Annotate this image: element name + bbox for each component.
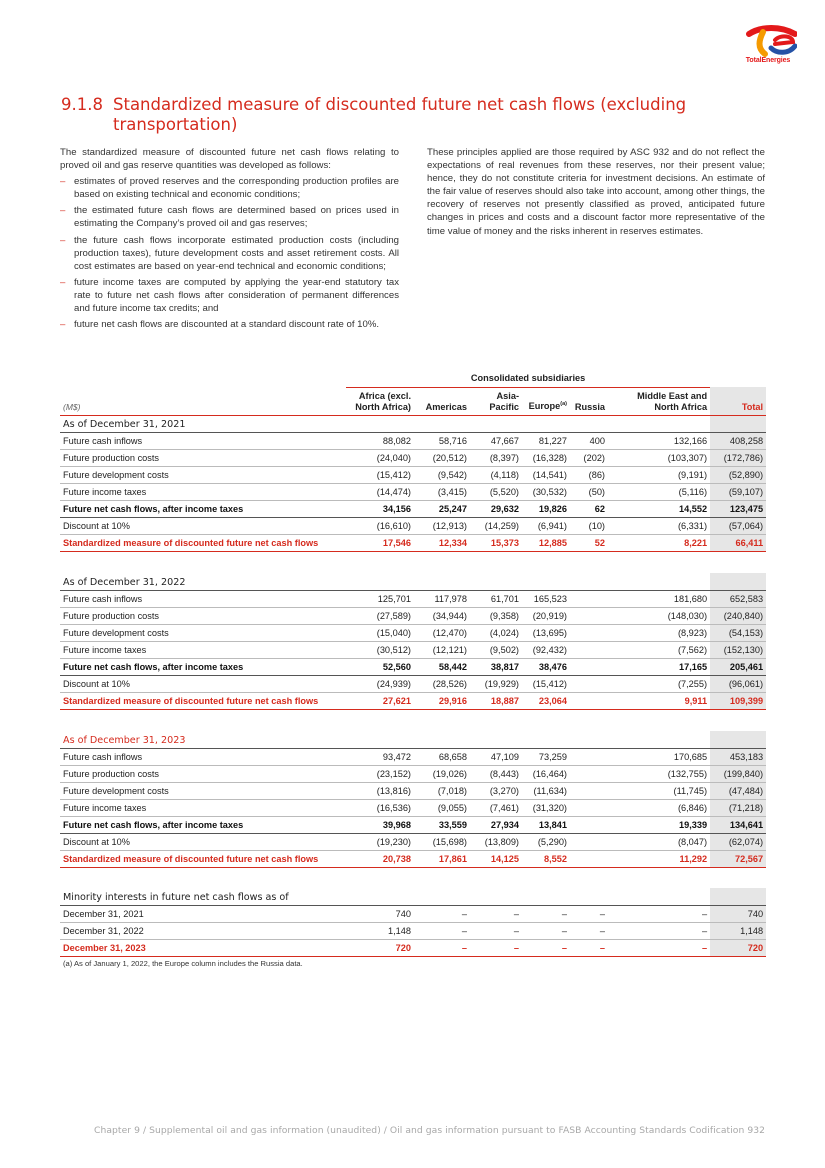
value-cell: 29,632 <box>470 500 522 517</box>
value-cell: (24,939) <box>346 675 414 692</box>
value-cell: 117,978 <box>414 590 470 607</box>
standardized-measure-row <box>60 692 766 709</box>
row-label: Future net cash flows, after income taxes <box>60 816 346 833</box>
value-cell: 14,552 <box>608 500 710 517</box>
table-row <box>60 449 766 466</box>
value-cell: 47,109 <box>470 748 522 765</box>
value-cell: (5,116) <box>608 483 710 500</box>
value-cell: 52,560 <box>346 658 414 675</box>
value-cell <box>570 692 608 709</box>
value-cell: (24,040) <box>346 449 414 466</box>
table-row <box>60 607 766 624</box>
value-cell: (12,121) <box>414 641 470 658</box>
table-spacer <box>60 709 766 731</box>
total-cell-empty <box>710 888 766 905</box>
value-cell: – <box>608 922 710 939</box>
row-label: Standardized measure of discounted future net cash flows <box>60 692 346 709</box>
value-cell: 88,082 <box>346 432 414 449</box>
value-cell: 125,701 <box>346 590 414 607</box>
total-cell: 205,461 <box>710 658 766 675</box>
value-cell: (7,018) <box>414 782 470 799</box>
section-heading: As of December 31, 2023 <box>60 731 710 748</box>
section-heading: As of December 31, 2021 <box>60 415 710 432</box>
total-cell: 123,475 <box>710 500 766 517</box>
method-bullet-list <box>60 175 399 331</box>
value-cell: 27,621 <box>346 692 414 709</box>
value-cell: (30,532) <box>522 483 570 500</box>
value-cell: (16,610) <box>346 517 414 534</box>
total-cell: (199,840) <box>710 765 766 782</box>
value-cell: – <box>470 905 522 922</box>
value-cell: (8,923) <box>608 624 710 641</box>
value-cell: (14,474) <box>346 483 414 500</box>
value-cell: 8,552 <box>522 850 570 867</box>
value-cell: 13,841 <box>522 816 570 833</box>
row-label: Future cash inflows <box>60 748 346 765</box>
col-header-europe: Europe$^{(a)}$ <box>522 387 570 415</box>
value-cell: (20,919) <box>522 607 570 624</box>
value-cell: 29,916 <box>414 692 470 709</box>
value-cell: (14,259) <box>470 517 522 534</box>
value-cell: 19,826 <box>522 500 570 517</box>
section-heading-row <box>60 415 766 432</box>
table-row <box>60 590 766 607</box>
value-cell: (86) <box>570 466 608 483</box>
value-cell: (6,846) <box>608 799 710 816</box>
value-cell: – <box>570 922 608 939</box>
row-label: Future cash inflows <box>60 590 346 607</box>
value-cell: 25,247 <box>414 500 470 517</box>
value-cell <box>570 799 608 816</box>
section-heading: As of December 31, 2022 <box>60 573 710 590</box>
value-cell: 23,064 <box>522 692 570 709</box>
table-row <box>60 782 766 799</box>
value-cell: (27,589) <box>346 607 414 624</box>
group-header-row <box>60 370 766 387</box>
value-cell: (6,941) <box>522 517 570 534</box>
total-cell-empty <box>710 731 766 748</box>
table-row <box>60 466 766 483</box>
row-label: Discount at 10% <box>60 675 346 692</box>
value-cell: 165,523 <box>522 590 570 607</box>
value-cell: 9,911 <box>608 692 710 709</box>
table-row <box>60 517 766 534</box>
value-cell: 11,292 <box>608 850 710 867</box>
value-cell: (16,464) <box>522 765 570 782</box>
value-cell: 14,125 <box>470 850 522 867</box>
value-cell: – <box>470 922 522 939</box>
value-cell: – <box>414 939 470 956</box>
row-label: Standardized measure of discounted future net cash flows <box>60 850 346 867</box>
value-cell: – <box>608 939 710 956</box>
total-cell: 720 <box>710 939 766 956</box>
value-cell: (7,461) <box>470 799 522 816</box>
value-cell: 181,680 <box>608 590 710 607</box>
bullet-item: – estimates of proved reserves and the corresponding production profiles are based on existing technical and economic conditions; <box>60 175 399 201</box>
table-spacer <box>60 867 766 888</box>
value-cell: (19,026) <box>414 765 470 782</box>
value-cell: (132,755) <box>608 765 710 782</box>
row-label: Future income taxes <box>60 641 346 658</box>
col-header-russia: Russia <box>570 387 608 415</box>
value-cell <box>570 833 608 850</box>
value-cell: (19,230) <box>346 833 414 850</box>
value-cell <box>570 765 608 782</box>
column-header-row <box>60 387 766 415</box>
value-cell: (16,328) <box>522 449 570 466</box>
cash-flow-table <box>60 370 766 957</box>
total-cell: (152,130) <box>710 641 766 658</box>
value-cell: (13,809) <box>470 833 522 850</box>
totalenergies-logo <box>737 24 799 66</box>
value-cell: 68,658 <box>414 748 470 765</box>
value-cell: 47,667 <box>470 432 522 449</box>
value-cell: (19,929) <box>470 675 522 692</box>
value-cell: (12,913) <box>414 517 470 534</box>
value-cell: 720 <box>346 939 414 956</box>
value-cell: (9,191) <box>608 466 710 483</box>
spacer-cell <box>60 551 766 573</box>
table-row <box>60 833 766 850</box>
table-row <box>60 799 766 816</box>
table-row <box>60 624 766 641</box>
value-cell: – <box>522 905 570 922</box>
value-cell: (11,634) <box>522 782 570 799</box>
col-header-middle-east: Middle East and North Africa <box>608 387 710 415</box>
value-cell <box>570 624 608 641</box>
value-cell <box>570 641 608 658</box>
value-cell: 12,334 <box>414 534 470 551</box>
value-cell: 58,716 <box>414 432 470 449</box>
intro-left-column <box>60 146 399 331</box>
value-cell: (202) <box>570 449 608 466</box>
value-cell: – <box>570 939 608 956</box>
value-cell: 17,165 <box>608 658 710 675</box>
row-label: Future income taxes <box>60 483 346 500</box>
row-label: Future net cash flows, after income taxes <box>60 658 346 675</box>
col-header-americas: Americas <box>414 387 470 415</box>
total-cell: 1,148 <box>710 922 766 939</box>
value-cell: (7,562) <box>608 641 710 658</box>
value-cell: (28,526) <box>414 675 470 692</box>
value-cell: (20,512) <box>414 449 470 466</box>
value-cell: (23,152) <box>346 765 414 782</box>
value-cell: (9,502) <box>470 641 522 658</box>
footnote: (a) As of January 1, 2022, the Europe column includes the Russia data. <box>63 959 303 968</box>
section-heading-row <box>60 888 766 905</box>
value-cell: (3,415) <box>414 483 470 500</box>
row-label: Future cash inflows <box>60 432 346 449</box>
value-cell <box>570 850 608 867</box>
value-cell: (31,320) <box>522 799 570 816</box>
value-cell: 39,968 <box>346 816 414 833</box>
section-title <box>61 95 741 135</box>
value-cell: – <box>570 905 608 922</box>
value-cell: (4,024) <box>470 624 522 641</box>
logo-wordmark: TotalEnergies <box>745 57 791 64</box>
value-cell: (148,030) <box>608 607 710 624</box>
value-cell: 38,817 <box>470 658 522 675</box>
table-row <box>60 641 766 658</box>
value-cell: (9,055) <box>414 799 470 816</box>
col-header-africa: Africa (excl. North Africa) <box>346 387 414 415</box>
value-cell: 73,259 <box>522 748 570 765</box>
value-cell: – <box>414 905 470 922</box>
col-header-total: Total <box>710 387 766 415</box>
value-cell: (15,412) <box>522 675 570 692</box>
europe-footnote-marker: (a) <box>560 401 567 408</box>
value-cell: – <box>414 922 470 939</box>
row-label: Future net cash flows, after income taxes <box>60 500 346 517</box>
spacer-cell <box>60 867 766 888</box>
table-spacer <box>60 551 766 573</box>
total-cell: (54,153) <box>710 624 766 641</box>
total-cell-empty <box>710 573 766 590</box>
value-cell: 15,373 <box>470 534 522 551</box>
value-cell: 62 <box>570 500 608 517</box>
value-cell: – <box>608 905 710 922</box>
value-cell: 132,166 <box>608 432 710 449</box>
value-cell: 12,885 <box>522 534 570 551</box>
page-footer: Chapter 9 / Supplemental oil and gas information (unaudited) / Oil and gas information pursuant to FASB Accounting Standards Codification 932 <box>94 1125 765 1136</box>
row-label: Discount at 10% <box>60 833 346 850</box>
total-cell: (62,074) <box>710 833 766 850</box>
value-cell: (3,270) <box>470 782 522 799</box>
value-cell: (13,695) <box>522 624 570 641</box>
value-cell: 740 <box>346 905 414 922</box>
value-cell: (15,040) <box>346 624 414 641</box>
value-cell <box>570 782 608 799</box>
value-cell: (7,255) <box>608 675 710 692</box>
value-cell: (8,443) <box>470 765 522 782</box>
unit-label: (M$) <box>60 387 346 415</box>
total-cell: 109,399 <box>710 692 766 709</box>
standardized-measure-row <box>60 534 766 551</box>
table-row <box>60 765 766 782</box>
value-cell: (9,542) <box>414 466 470 483</box>
total-cell: 134,641 <box>710 816 766 833</box>
total-cell: (57,064) <box>710 517 766 534</box>
value-cell: (15,412) <box>346 466 414 483</box>
table-row <box>60 432 766 449</box>
value-cell: (9,358) <box>470 607 522 624</box>
principles-paragraph: These principles applied are those required by ASC 932 and do not reflect the expectations of real revenues from these reserves, nor their present value; hence, they do not constitute criteria for investment decisions. An estimate of the fair value of reserves should also take into account, among other things, the recovery of reserves not presently classified as proved, anticipated future changes in prices and costs and a discount factor more representative of the time value of money and the risks inherent in reserves estimates. <box>427 147 765 237</box>
section-title-text: Standardized measure of discounted future net cash flows (excluding transportation) <box>113 95 687 134</box>
value-cell: 19,339 <box>608 816 710 833</box>
value-cell: 8,221 <box>608 534 710 551</box>
group-header: Consolidated subsidiaries <box>346 370 710 387</box>
bullet-item: – future income taxes are computed by applying the year-end statutory tax rate to future net cash flows after consideration of permanent differences and future income tax credits; and <box>60 276 399 315</box>
value-cell: (6,331) <box>608 517 710 534</box>
table-row <box>60 905 766 922</box>
total-cell: (96,061) <box>710 675 766 692</box>
value-cell: 27,934 <box>470 816 522 833</box>
bullet-item: – future net cash flows are discounted at a standard discount rate of 10%. <box>60 318 399 331</box>
total-cell: 408,258 <box>710 432 766 449</box>
value-cell: (34,944) <box>414 607 470 624</box>
value-cell: (14,541) <box>522 466 570 483</box>
value-cell: (8,397) <box>470 449 522 466</box>
total-cell: (59,107) <box>710 483 766 500</box>
value-cell: 17,546 <box>346 534 414 551</box>
value-cell: (5,290) <box>522 833 570 850</box>
total-cell: (240,840) <box>710 607 766 624</box>
total-cell: (71,218) <box>710 799 766 816</box>
value-cell: 38,476 <box>522 658 570 675</box>
value-cell: 170,685 <box>608 748 710 765</box>
table-row <box>60 675 766 692</box>
value-cell: (92,432) <box>522 641 570 658</box>
total-cell: 72,567 <box>710 850 766 867</box>
row-label: Future production costs <box>60 765 346 782</box>
section-heading: Minority interests in future net cash flows as of <box>60 888 710 905</box>
bullet-item: – the estimated future cash flows are determined based on prices used in estimating the Company’s proved oil and gas reserves; <box>60 204 399 230</box>
row-label: Future development costs <box>60 782 346 799</box>
value-cell: (103,307) <box>608 449 710 466</box>
row-label: Future development costs <box>60 624 346 641</box>
row-label: Future production costs <box>60 449 346 466</box>
value-cell: – <box>470 939 522 956</box>
value-cell <box>570 590 608 607</box>
value-cell: – <box>522 939 570 956</box>
value-cell: 52 <box>570 534 608 551</box>
minority-latest-row <box>60 939 766 956</box>
value-cell: (10) <box>570 517 608 534</box>
section-number: 9.1.8 <box>61 95 103 114</box>
value-cell <box>570 816 608 833</box>
value-cell: 34,156 <box>346 500 414 517</box>
value-cell <box>570 748 608 765</box>
total-cell-empty <box>710 415 766 432</box>
standardized-measure-row <box>60 850 766 867</box>
value-cell: – <box>522 922 570 939</box>
net-cash-flow-row <box>60 816 766 833</box>
value-cell: (30,512) <box>346 641 414 658</box>
value-cell: 18,887 <box>470 692 522 709</box>
row-label: Future income taxes <box>60 799 346 816</box>
row-label: Future production costs <box>60 607 346 624</box>
value-cell <box>570 675 608 692</box>
value-cell: (12,470) <box>414 624 470 641</box>
value-cell <box>570 658 608 675</box>
table-row <box>60 922 766 939</box>
total-cell: 453,183 <box>710 748 766 765</box>
table-row <box>60 483 766 500</box>
net-cash-flow-row <box>60 658 766 675</box>
totalenergies-logo-icon <box>741 24 797 58</box>
total-cell: 66,411 <box>710 534 766 551</box>
value-cell: (11,745) <box>608 782 710 799</box>
spacer-cell <box>60 709 766 731</box>
net-cash-flow-row <box>60 500 766 517</box>
intro-right-column <box>427 146 765 239</box>
row-label: Future development costs <box>60 466 346 483</box>
total-cell: 740 <box>710 905 766 922</box>
value-cell: (8,047) <box>608 833 710 850</box>
value-cell: 33,559 <box>414 816 470 833</box>
value-cell <box>570 607 608 624</box>
col-header-asia-pacific: Asia- Pacific <box>470 387 522 415</box>
value-cell: (16,536) <box>346 799 414 816</box>
value-cell: 20,738 <box>346 850 414 867</box>
value-cell: 81,227 <box>522 432 570 449</box>
value-cell: 58,442 <box>414 658 470 675</box>
value-cell: 17,861 <box>414 850 470 867</box>
total-cell: (52,890) <box>710 466 766 483</box>
value-cell: (13,816) <box>346 782 414 799</box>
value-cell: (50) <box>570 483 608 500</box>
row-label: December 31, 2021 <box>60 905 346 922</box>
section-heading-row <box>60 573 766 590</box>
row-label: December 31, 2023 <box>60 939 346 956</box>
intro-paragraph: The standardized measure of discounted future net cash flows relating to proved oil and gas reserve quantities was developed as follows: <box>60 147 399 172</box>
value-cell: 93,472 <box>346 748 414 765</box>
bullet-item: – the future cash flows incorporate estimated production costs (including production taxes), future development costs and asset retirement costs. All cost estimates are based on year-end technical and economic conditions; <box>60 234 399 273</box>
row-label: Standardized measure of discounted future net cash flows <box>60 534 346 551</box>
total-cell: 652,583 <box>710 590 766 607</box>
value-cell: 400 <box>570 432 608 449</box>
total-cell: (47,484) <box>710 782 766 799</box>
value-cell: (4,118) <box>470 466 522 483</box>
table-row <box>60 748 766 765</box>
value-cell: (5,520) <box>470 483 522 500</box>
value-cell: (15,698) <box>414 833 470 850</box>
total-cell: (172,786) <box>710 449 766 466</box>
section-heading-row <box>60 731 766 748</box>
value-cell: 61,701 <box>470 590 522 607</box>
row-label: Discount at 10% <box>60 517 346 534</box>
value-cell: 1,148 <box>346 922 414 939</box>
row-label: December 31, 2022 <box>60 922 346 939</box>
